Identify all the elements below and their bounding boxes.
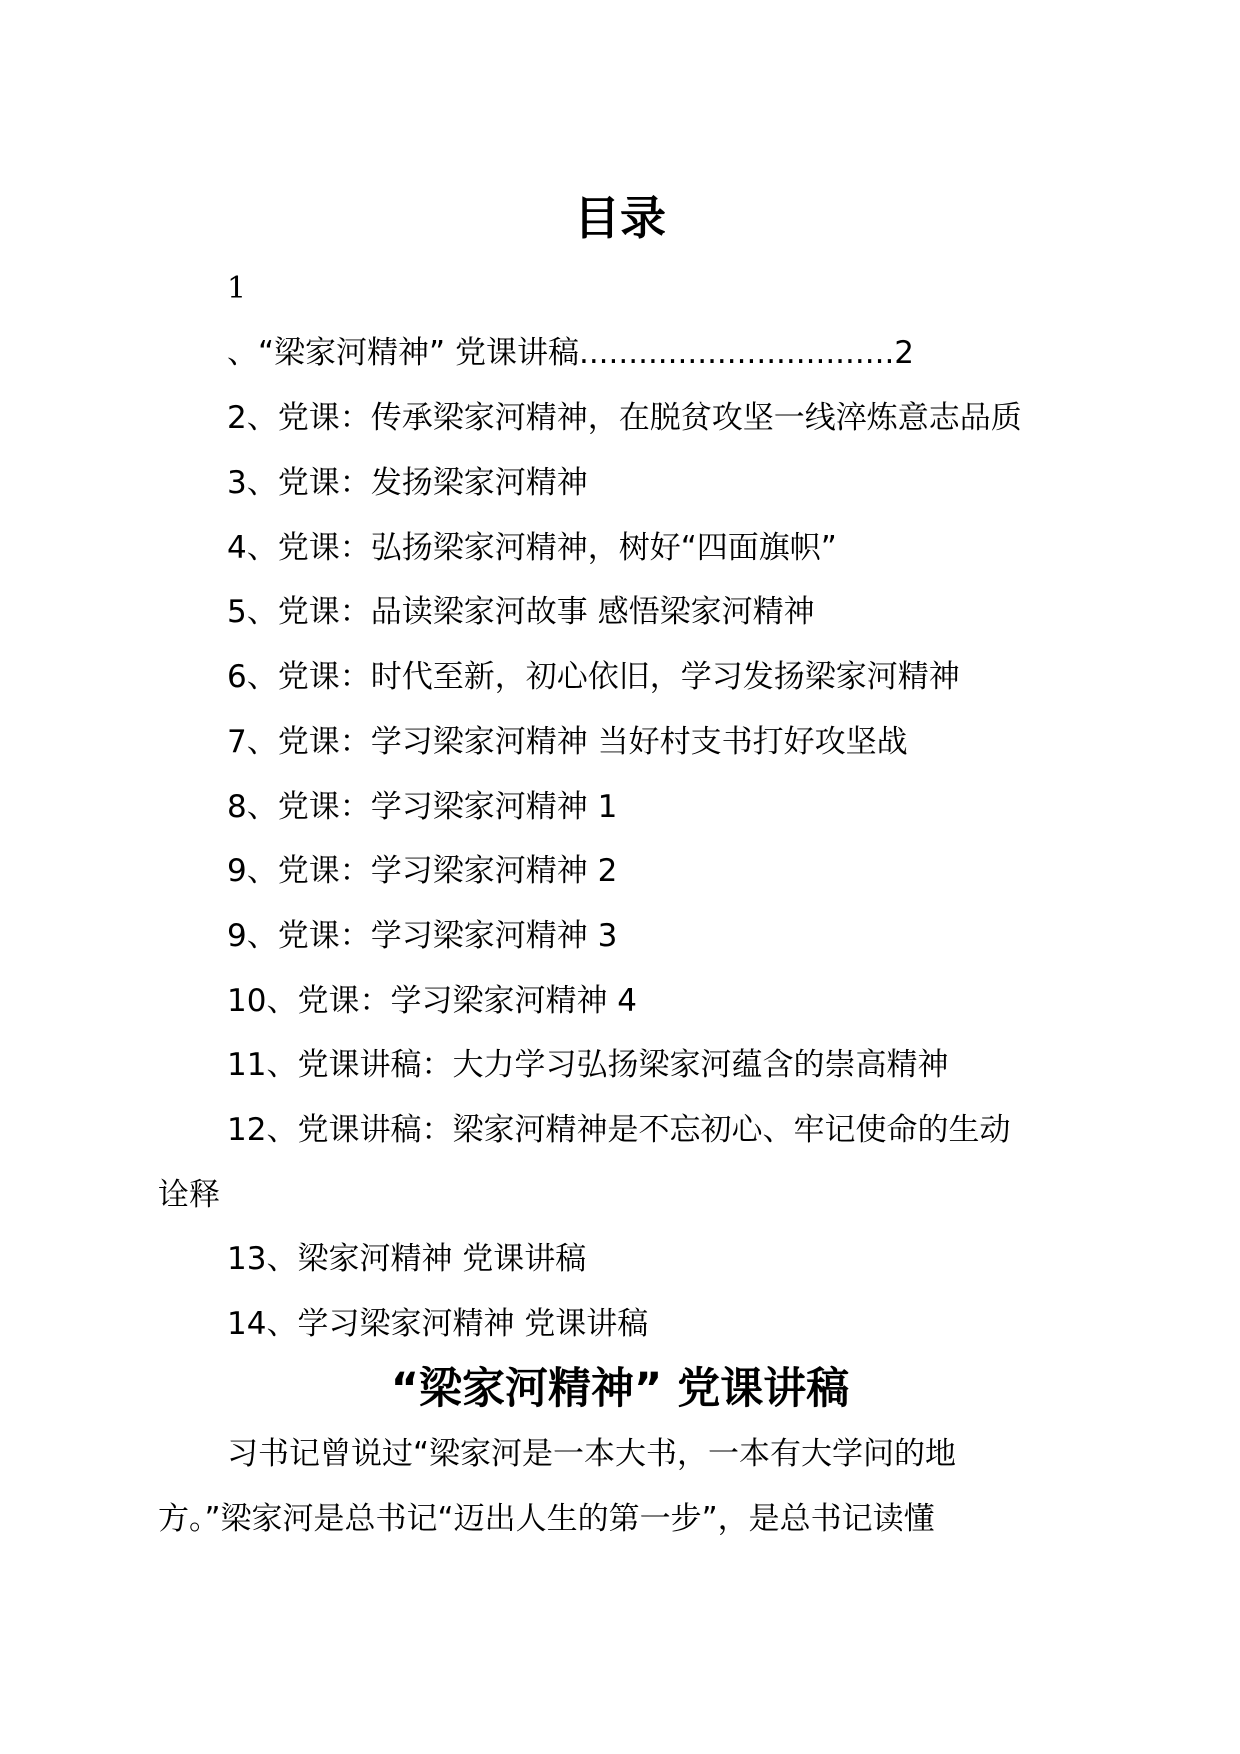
section-title: “梁家河精神” 党课讲稿 [390,1364,850,1414]
toc-item-13-continuation[interactable]: 诠释 [158,1177,220,1213]
toc-item-6[interactable]: 6、党课：时代至新，初心依旧，学习发扬梁家河精神 [227,659,960,695]
toc-item-4[interactable]: 4、党课：弘扬梁家河精神，树好“四面旗帜” [227,530,837,566]
toc-item-14[interactable]: 13、梁家河精神 党课讲稿 [227,1241,587,1277]
toc-item-10[interactable]: 9、党课：学习梁家河精神 3 [227,918,618,954]
toc-item-1[interactable]: 、“梁家河精神” 党课讲稿................................2 [227,335,915,371]
toc-item-13[interactable]: 12、党课讲稿：梁家河精神是不忘初心、牢记使命的生动 [227,1112,1011,1148]
toc-item-12[interactable]: 11、党课讲稿：大力学习弘扬梁家河蕴含的崇高精神 [227,1047,949,1083]
toc-item-3[interactable]: 3、党课：发扬梁家河精神 [227,465,588,501]
body-paragraph-line-2: 方。”梁家河是总书记“迈出人生的第一步”，是总书记读懂 [158,1501,935,1537]
body-paragraph-line-1: 习书记曾说过“梁家河是一本大书，一本有大学问的地 [227,1436,957,1472]
toc-first-number: 1 [227,271,247,306]
toc-item-11[interactable]: 10、党课：学习梁家河精神 4 [227,983,638,1019]
toc-item-9[interactable]: 9、党课：学习梁家河精神 2 [227,853,618,889]
toc-item-2[interactable]: 2、党课：传承梁家河精神，在脱贫攻坚一线淬炼意志品质 [227,400,1022,436]
toc-item-5[interactable]: 5、党课：品读梁家河故事 感悟梁家河精神 [227,594,815,630]
toc-item-8[interactable]: 8、党课：学习梁家河精神 1 [227,789,618,825]
toc-item-7[interactable]: 7、党课：学习梁家河精神 当好村支书打好攻坚战 [227,724,908,760]
toc-item-15[interactable]: 14、学习梁家河精神 党课讲稿 [227,1306,649,1342]
toc-title: 目录 [574,191,666,245]
